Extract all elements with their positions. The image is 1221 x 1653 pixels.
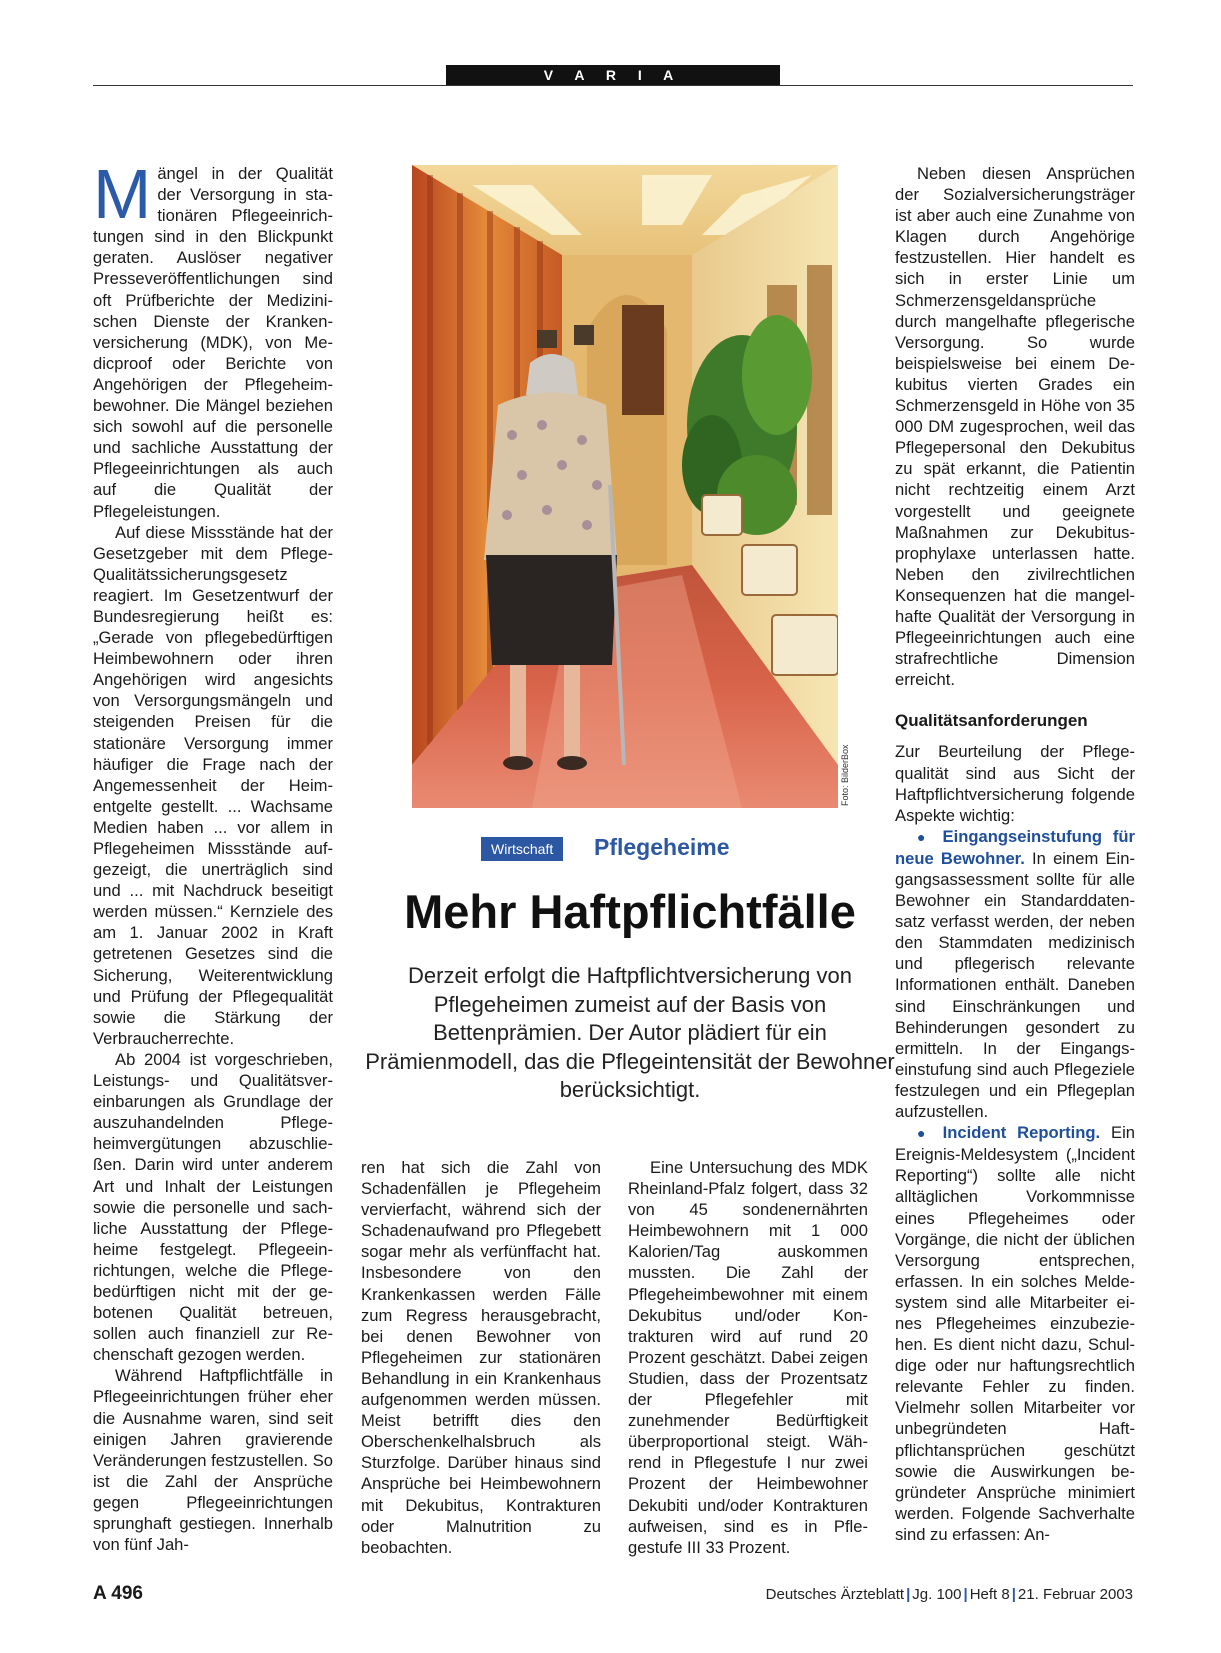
bullet-item: ● Incident Reporting. Ein Ereignis-Meldesystem („Incident Reporting“) sollte alle nicht alltäglichen Vorkommnisse eines Pflegeheimes oder Vorgänge, die nicht der üblichen Versorgung entsprechen, erfassen. In ein solches Meldesystem sind alle Mitarbeiter eines Pflegeheimes einzubeziehen. Es dient nicht dazu, Schuldige oder nur haftungsrechtlich relevante Fehler zu finden. Vielmehr sollen Mitarbeiter vor unbegründeten Haftpflichtansprüchen geschützt sowie die Auswirkungen begründeter Ansprüche minimiert werden. Folgende Sachverhalte sind zu erfassen: An- [895, 1123, 1135, 1544]
journal-date: 21. Februar 2003 [1017, 1586, 1133, 1603]
journal-volume: Jg. 100 [912, 1586, 962, 1603]
corridor-photo-illustration [412, 165, 838, 808]
section-label: V A R I A [446, 65, 780, 86]
paragraph: ren hat sich die Zahl von Schadenfällen je Pflegeheim vervierfacht, während sich der Schadenaufwand pro Pflegebett sogar mehr als verfünffacht hat. Insbesondere von den Krankenkassen werden Fälle zum Regress herausgebracht, bei denen Bewohner von Pflegeheimen zur stationären Behandlung in ein Krankenhaus aufgenommen werden müssen. Meist betrifft dies den Oberschenkelhalsbruch als Sturzfolge. Darüber hinaus sind Ansprüche bei Heimbewohnern mit Dekubitus, Kontrakturen oder Malnutrition zu beobachten. [361, 1158, 601, 1557]
photo-credit: Foto: BilderBox [840, 744, 850, 806]
page-number: A 496 [93, 1583, 143, 1604]
article-column-middle-1 [361, 1157, 601, 1558]
article-column-middle-2 [628, 1157, 868, 1558]
article-photo [412, 165, 838, 808]
footer-separator: | [963, 1586, 968, 1603]
paragraph: Auf diese Missstände hat der Gesetzgeber mit dem Pflege-Qualitätssicherungsgesetz reagiert. Im Gesetzentwurf der Bundesregierung heißt es: „Gerade von pflegebedürftigen Heimbewohnern oder ihren Angehörigen wird angesichts von Versorgungsmängeln und steigenden Preisen für die stationäre Versorgung immer häufiger die Frage nach der Angemessenheit der Heimentgelte gestellt. ... Wachsame Medien haben ... vor allem in Pflegeheimen Missstände aufgezeigt, die unerträglich sind und ... mit Nachdruck beseitigt werden müssen.“ Kernziele des am 1. Januar 2002 in Kraft getretenen Gesetzes sind die Sicherung, Weiterentwicklung und Prüfung der Pflegequalität sowie die Stärkung der Verbraucherrechte. [93, 522, 333, 1048]
paragraph: Zur Beurteilung der Pflegequalität sind aus Sicht der Haftpflichtversicherung folgende Aspekte wichtig: [895, 742, 1135, 825]
bullet-lead: Incident Reporting. [942, 1123, 1101, 1143]
journal-name: Deutsches Ärzteblatt [765, 1586, 905, 1603]
journal-issue: Heft 8 [969, 1586, 1010, 1603]
paragraph: Ab 2004 ist vorgeschrieben, Leistungs- und Qualitätsvereinbarungen als Grundlage der auszuhandelnden Pflegeheimvergütungen abzuschließen. Darin wird unter anderem Art und Inhalt der Leistungen sowie die personelle und sachliche Ausstattung der Pflegeheime festgelegt. Pflegeeinrichtungen, welche die Pflegebedürftigen nicht mit der gebotenen Qualität betreuen, sollen auch finanziell zur Rechenschaft gezogen werden. [93, 1049, 333, 1365]
footer-separator: | [906, 1586, 911, 1603]
lead-paragraph: Mängel in der Qualität der Versorgung in stationären Pflegeeinrichtungen sind in den Blickpunkt geraten. Auslöser negativer Presseveröffentlichungen sind oft Prüfberichte der Medizinischen Dienste der Krankenversicherung (MDK), von Medicproof oder Berichte von Angehörigen der Pflegeheimbewohner. Die Mängel beziehen sich sowohl auf die personelle und sachliche Ausstattung der Pflegeeinrichtungen als auch auf die Qualität der Pflegeleistungen. [93, 155, 333, 521]
bullet-lead: Eingangseinstufung für neue Bewohner. [895, 826, 1135, 868]
paragraph: Eine Untersuchung des MDK Rheinland-Pfalz folgert, dass 32 von 45 sondenernährten Heimbewohnern mit 1 000 Kalorien/Tag auskommen mussten. Die Zahl der Pflegeheimbewohner mit einem Dekubitus und/oder Kontrakturen wird auf rund 20 Prozent geschätzt. Dabei zeigen Studien, dass der Prozentsatz der Pflegefehler mit zunehmender Bedürftigkeit überproportional steigt. Während in Pflegestufe I nur zwei Prozent der Heimbewohner Dekubiti und/oder Kontrakturen aufweisen, sind es in Pflegestufe III 33 Prozent. [628, 1158, 868, 1557]
paragraph: Neben diesen Ansprüchen der Sozialversicherungsträger ist aber auch eine Zunahme von Klagen durch Angehörige festzustellen. Hier handelt es sich in erster Linie um Schmerzensgeldansprüche durch mangelhafte pflegerische Versorgung. So wurde beispielsweise bei einem Dekubitus vierten Grades ein Schmerzensgeld in Höhe von 35 000 DM zugesprochen, weil das Pflegepersonal den Dekubitus zu spät erkannt, die Patientin nicht rechtzeitig einem Arzt vorgestellt und geeignete Maßnahmen zur Dekubitusprophylaxe unterlassen hatte. Neben den zivilrechtlichen Konsequenzen hat die mangelhafte Qualität der Versorgung in Pflegeeinrichtungen auch eine strafrechtliche Dimension erreicht. [895, 164, 1135, 690]
drop-cap: M [93, 155, 152, 233]
page-footer [766, 1586, 1133, 1603]
footer-separator: | [1011, 1586, 1016, 1603]
article-deck: Derzeit erfolgt die Haftpflichtversicherung von Pflegeheimen zumeist auf der Basis von Bettenprämien. Der Autor plädiert für ein Prämienmodell, das die Pflegeintensität der Bewohner berücksichtigt. [365, 963, 895, 1102]
section-subheading: Qualitätsanforderungen [895, 711, 1088, 731]
bullet-item: ● Eingangseinstufung für neue Bewohner. In einem Eingangsassessment sollte für alle Bewohner ein Standarddatensatz verfasst werden, der neben den Stammdaten medizinisch und pflegerisch relevante Informationen enthält. Daneben sind Einschränkungen und Behinderungen gesondert zu ermitteln. In der Eingangseinstufung sind auch Pflegeziele festzulegen und ein Pflegeplan aufzustellen. [895, 826, 1135, 1122]
paragraph: Während Haftpflichtfälle in Pflegeeinrichtungen früher eher die Ausnahme waren, sind seit einigen Jahren gravierende Veränderungen festzustellen. So ist die Zahl der Ansprüche gegen Pflegeeinrichtungen sprunghaft gestiegen. Innerhalb von fünf Jah- [93, 1366, 333, 1555]
bullet-icon: ● [917, 828, 932, 845]
article-headline: Mehr Haftpflichtfälle [404, 885, 856, 938]
category-badge: Wirtschaft [481, 837, 563, 861]
header-rule [93, 85, 1133, 86]
kicker-title: Pflegeheime [594, 834, 730, 860]
article-column-right [895, 163, 1135, 1545]
bullet-icon: ● [917, 1125, 932, 1142]
article-column-left [93, 155, 333, 1555]
